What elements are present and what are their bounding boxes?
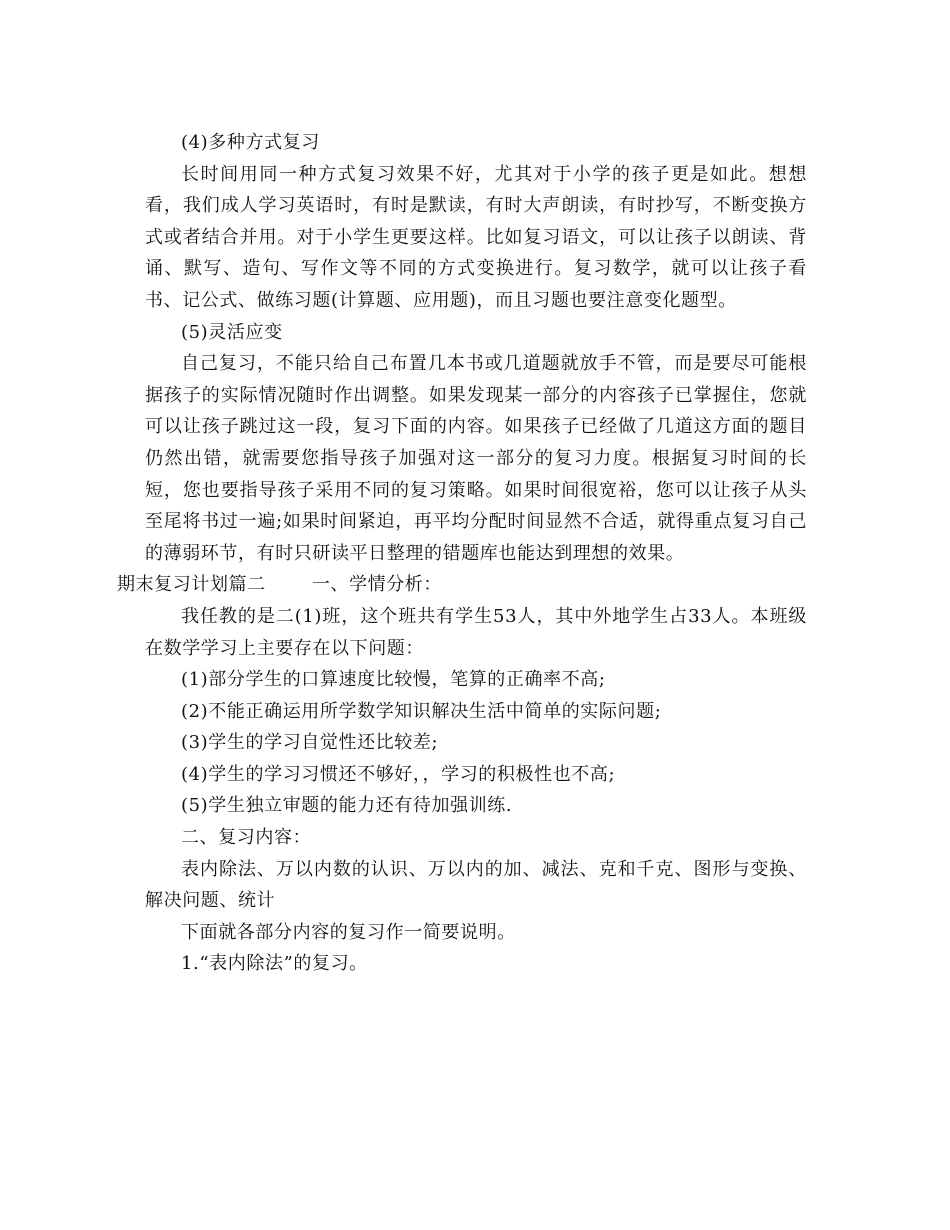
list-item-problem-3: (3)学生的学习自觉性还比较差;	[181, 732, 439, 754]
section-title: 期末复习计划篇二	[117, 574, 266, 596]
paragraph-flexible-adjust: 自己复习，不能只给自己布置几本书或几道题就放手不管，而是要尽可能根据孩子的实际情况随时作出调整。如果发现某一部分的内容孩子已掌握住，您就可以让孩子跳过这一段，复习下面的内容。如果孩子已经做了几道这方面的题目仍然出错，就需要您指导孩子加强对这一部分的复习力度。根据复习时间的长短，您也要指导孩子采用不同的复习策略。如果时间很宽裕，您可以让孩子从头至尾将书过一遍;如果时间紧迫，再平均分配时间显然不合适，就得重点复习自己的薄弱环节，有时只研读平日整理的错题库也能达到理想的效果。	[145, 353, 807, 564]
section-subtitle: 一、学情分析：	[311, 574, 443, 596]
section-heading-plan-two	[117, 569, 807, 601]
list-item-problem-5: (5)学生独立审题的能力还有待加强训练.	[181, 795, 513, 817]
list-item-problem-4: (4)学生的学习习惯还不够好，，学习的积极性也不高;	[181, 763, 616, 785]
paragraph-review-intro: 下面就各部分内容的复习作一简要说明。	[181, 921, 516, 943]
paragraph-review-methods: 长时间用同一种方式复习效果不好，尤其对于小学的孩子更是如此。想想看，我们成人学习英语时，有时是默读，有时大声朗读，有时抄写，不断变换方式或者结合并用。对于小学生更要这样。比如复习语文，可以让孩子以朗读、背诵、默写、造句、写作文等不同的方式变换进行。复习数学，就可以让孩子看书、记公式、做练习题(计算题、应用题)，而且习题也要注意变化题型。	[145, 163, 807, 311]
paragraph-class-situation: 我任教的是二(1)班，这个班共有学生53人，其中外地学生占33人。本班级在数学学习上主要存在以下问题：	[145, 605, 807, 659]
subheading-flexible-adjust: (5)灵活应变	[181, 321, 283, 343]
subheading-review-content: 二、复习内容：	[181, 827, 312, 849]
subheading-division-review: 1.“表内除法”的复习。	[181, 953, 368, 975]
subheading-review-methods: (4)多种方式复习	[181, 132, 320, 153]
list-item-problem-1: (1)部分学生的口算速度比较慢，笔算的正确率不高;	[181, 669, 606, 691]
list-item-problem-2: (2)不能正确运用所学数学知识解决生活中简单的实际问题;	[181, 700, 662, 722]
paragraph-review-topics: 表内除法、万以内数的认识、万以内的加、减法、克和千克、图形与变换、解决问题、统计	[145, 858, 807, 912]
document-body	[117, 127, 807, 980]
